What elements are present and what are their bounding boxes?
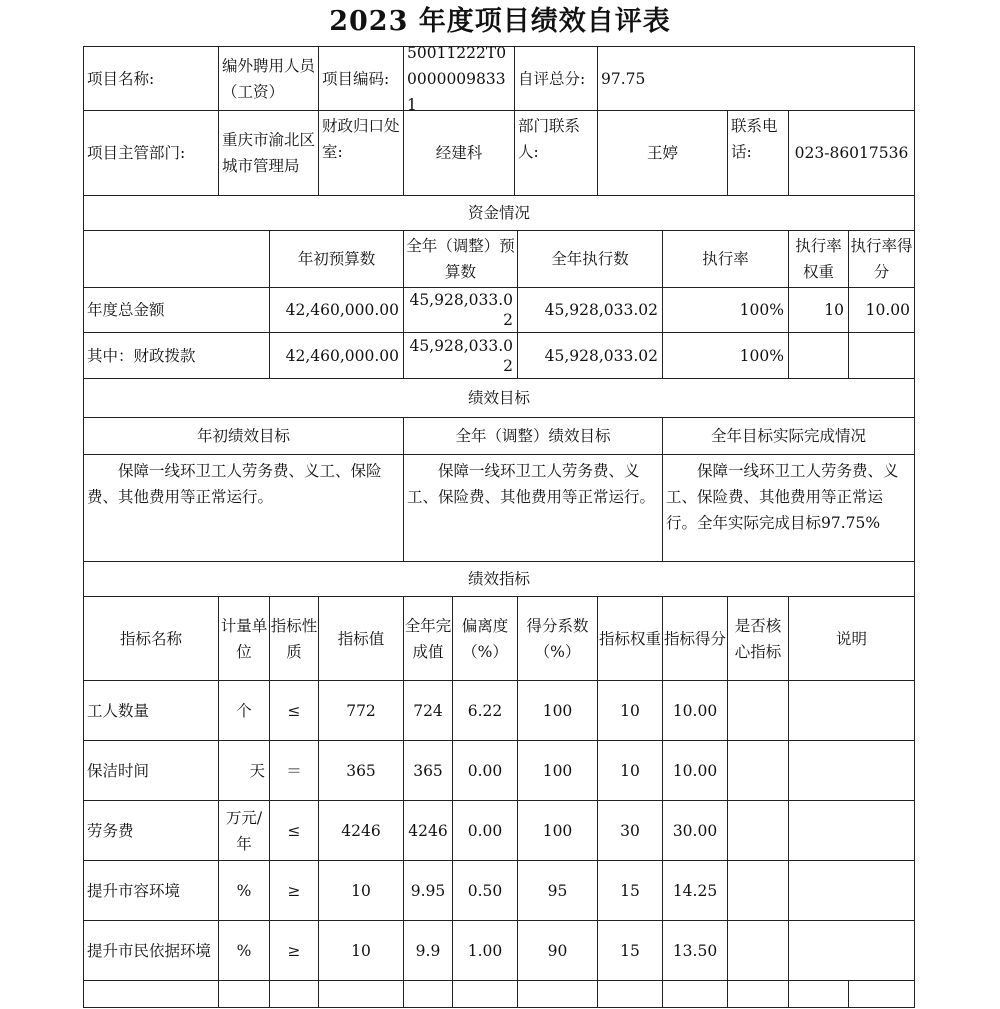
ind-row-score: 10.00 xyxy=(662,740,728,801)
ind-row-target: 4246 xyxy=(318,800,404,861)
ind-row-core xyxy=(727,800,789,861)
project-name-label: 项目名称: xyxy=(83,46,219,111)
ind-row-weight: 15 xyxy=(597,860,663,921)
funds-row-initial: 42,460,000.00 xyxy=(269,287,404,333)
self-score-label: 自评总分: xyxy=(514,46,598,111)
ind-row-actual: 9.9 xyxy=(403,920,453,981)
ind-row-score: 30.00 xyxy=(662,800,728,861)
ind-row-weight: 15 xyxy=(597,920,663,981)
funds-row-adjusted: 45,928,033.02 xyxy=(403,332,518,379)
goals-actual-text: 保障一线环卫工人劳务费、义工、保险费、其他费用等正常运行。全年实际完成目标97.75% xyxy=(662,454,915,562)
ind-row-deviation: 0.00 xyxy=(452,800,518,861)
funds-header-adjusted: 全年（调整）预算数 xyxy=(403,230,518,288)
ind-row-core xyxy=(727,680,789,741)
ind-row-nature: ≤ xyxy=(269,800,319,861)
ind-row-score: 10.00 xyxy=(662,680,728,741)
funds-row-score xyxy=(848,332,915,379)
ind-header-note: 说明 xyxy=(788,596,915,681)
funds-row-weight xyxy=(788,332,849,379)
goals-section-title: 绩效目标 xyxy=(83,378,915,418)
ind-row-note xyxy=(788,740,915,801)
ind-row-name: 工人数量 xyxy=(83,680,219,741)
ind-row-unit: 万元/年 xyxy=(218,800,270,861)
ind-row-note xyxy=(788,680,915,741)
ind-row-weight: 10 xyxy=(597,740,663,801)
ind-row-deviation: 0.50 xyxy=(452,860,518,921)
funds-header-rate: 执行率 xyxy=(662,230,789,288)
funds-header-blank xyxy=(83,230,270,288)
ind-header-core: 是否核心指标 xyxy=(727,596,789,681)
funds-row-adjusted: 45,928,033.02 xyxy=(403,287,518,333)
empty-cell xyxy=(662,980,728,1008)
funds-row-initial: 42,460,000.00 xyxy=(269,332,404,379)
ind-row-unit: 天 xyxy=(218,740,270,801)
finance-office-label: 财政归口处室: xyxy=(318,110,404,196)
ind-row-coef: 100 xyxy=(517,800,598,861)
ind-row-coef: 100 xyxy=(517,680,598,741)
funds-row-rate: 100% xyxy=(662,287,789,333)
project-name-value: 编外聘用人员（工资） xyxy=(218,46,319,111)
ind-row-actual: 365 xyxy=(403,740,453,801)
funds-row-executed: 45,928,033.02 xyxy=(517,287,663,333)
ind-row-name: 提升市容环境 xyxy=(83,860,219,921)
ind-row-target: 772 xyxy=(318,680,404,741)
ind-row-coef: 100 xyxy=(517,740,598,801)
ind-header-nature: 指标性质 xyxy=(269,596,319,681)
ind-row-nature: ＝ xyxy=(269,740,319,801)
finance-office-value: 经建科 xyxy=(403,110,515,196)
empty-cell xyxy=(517,980,598,1008)
ind-row-name: 保洁时间 xyxy=(83,740,219,801)
contact-value: 王婷 xyxy=(597,110,728,196)
ind-row-name: 提升市民依据环境 xyxy=(83,920,219,981)
ind-row-nature: ≤ xyxy=(269,680,319,741)
ind-row-nature: ≥ xyxy=(269,920,319,981)
funds-header-executed: 全年执行数 xyxy=(517,230,663,288)
ind-row-note xyxy=(788,860,915,921)
ind-header-deviation: 偏离度（%） xyxy=(452,596,518,681)
ind-header-target: 指标值 xyxy=(318,596,404,681)
funds-row-label: 其中：财政拨款 xyxy=(83,332,270,379)
empty-cell xyxy=(727,980,789,1008)
ind-row-score: 14.25 xyxy=(662,860,728,921)
funds-row-rate: 100% xyxy=(662,332,789,379)
ind-row-core xyxy=(727,920,789,981)
ind-row-target: 10 xyxy=(318,860,404,921)
empty-cell xyxy=(452,980,518,1008)
ind-row-name: 劳务费 xyxy=(83,800,219,861)
empty-cell xyxy=(218,980,270,1008)
goals-adjusted-text: 保障一线环卫工人劳务费、义工、保险费、其他费用等正常运行。 xyxy=(403,454,663,562)
funds-section-title: 资金情况 xyxy=(83,195,915,231)
ind-header-name: 指标名称 xyxy=(83,596,219,681)
ind-header-coef: 得分系数（%） xyxy=(517,596,598,681)
ind-row-unit: % xyxy=(218,860,270,921)
empty-cell xyxy=(788,980,849,1008)
self-score-value: 97.75 xyxy=(597,46,915,111)
ind-row-unit: 个 xyxy=(218,680,270,741)
ind-row-weight: 30 xyxy=(597,800,663,861)
goals-header-actual: 全年目标实际完成情况 xyxy=(662,417,915,455)
indicators-section-title: 绩效指标 xyxy=(83,561,915,597)
empty-cell xyxy=(318,980,404,1008)
ind-row-deviation: 1.00 xyxy=(452,920,518,981)
ind-header-actual: 全年完成值 xyxy=(403,596,453,681)
ind-row-target: 10 xyxy=(318,920,404,981)
empty-cell xyxy=(848,980,915,1008)
ind-row-coef: 95 xyxy=(517,860,598,921)
contact-label: 部门联系人: xyxy=(514,110,598,196)
ind-row-actual: 9.95 xyxy=(403,860,453,921)
ind-row-weight: 10 xyxy=(597,680,663,741)
empty-cell xyxy=(83,980,219,1008)
ind-header-unit: 计量单位 xyxy=(218,596,270,681)
project-code-value: 50011222T000000098331 xyxy=(403,46,515,111)
ind-row-note xyxy=(788,800,915,861)
goals-header-adjusted: 全年（调整）绩效目标 xyxy=(403,417,663,455)
ind-header-score: 指标得分 xyxy=(662,596,728,681)
ind-row-actual: 724 xyxy=(403,680,453,741)
dept-label: 项目主管部门: xyxy=(83,110,219,196)
ind-row-score: 13.50 xyxy=(662,920,728,981)
ind-row-actual: 4246 xyxy=(403,800,453,861)
ind-row-deviation: 6.22 xyxy=(452,680,518,741)
funds-header-rate-weight: 执行率权重 xyxy=(788,230,849,288)
empty-cell xyxy=(403,980,453,1008)
ind-row-coef: 90 xyxy=(517,920,598,981)
funds-header-rate-score: 执行率得分 xyxy=(848,230,915,288)
ind-row-note xyxy=(788,920,915,981)
phone-value: 023-86017536 xyxy=(788,110,915,196)
ind-row-deviation: 0.00 xyxy=(452,740,518,801)
empty-cell xyxy=(597,980,663,1008)
funds-row-label: 年度总金额 xyxy=(83,287,270,333)
ind-header-weight: 指标权重 xyxy=(597,596,663,681)
funds-row-score: 10.00 xyxy=(848,287,915,333)
ind-row-unit: % xyxy=(218,920,270,981)
funds-row-weight: 10 xyxy=(788,287,849,333)
dept-value: 重庆市渝北区城市管理局 xyxy=(218,110,319,196)
page-title: 2023 年度项目绩效自评表 xyxy=(329,6,671,37)
empty-cell xyxy=(269,980,319,1008)
phone-label: 联系电话: xyxy=(727,110,789,196)
ind-row-nature: ≥ xyxy=(269,860,319,921)
project-code-label: 项目编码: xyxy=(318,46,404,111)
ind-row-target: 365 xyxy=(318,740,404,801)
goals-header-initial: 年初绩效目标 xyxy=(83,417,404,455)
goals-initial-text: 保障一线环卫工人劳务费、义工、保险费、其他费用等正常运行。 xyxy=(83,454,404,562)
funds-header-initial: 年初预算数 xyxy=(269,230,404,288)
funds-row-executed: 45,928,033.02 xyxy=(517,332,663,379)
ind-row-core xyxy=(727,860,789,921)
ind-row-core xyxy=(727,740,789,801)
